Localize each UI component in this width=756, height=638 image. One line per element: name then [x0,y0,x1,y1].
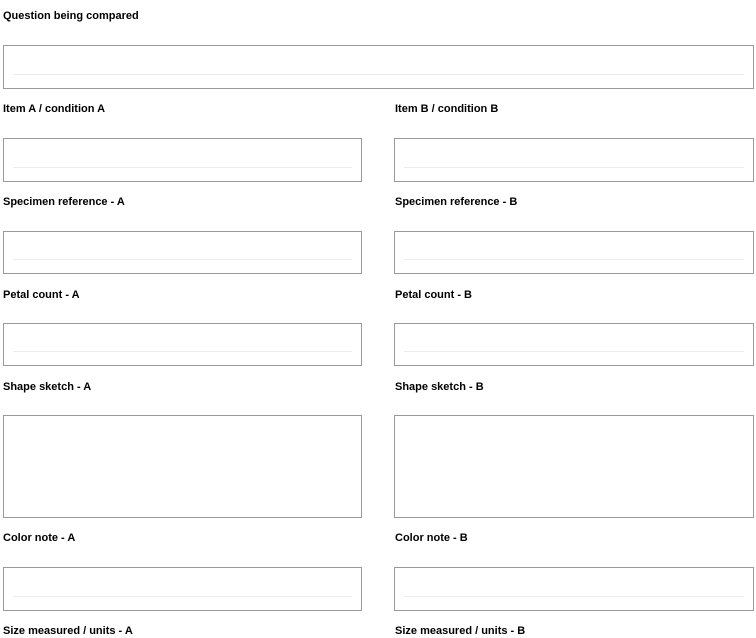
writing-line [13,167,352,168]
color-note-b-field[interactable] [394,567,754,611]
item-a-field[interactable] [3,138,362,182]
petal-count-a-label: Petal count - A [3,289,80,301]
writing-line [404,259,744,260]
petal-count-b-label: Petal count - B [395,289,473,301]
shape-sketch-a-area[interactable] [3,415,362,518]
shape-sketch-b-area[interactable] [394,415,754,518]
color-note-a-field[interactable] [3,567,362,611]
writing-line [13,351,352,352]
specimen-reference-a-label: Specimen reference - A [3,196,125,208]
writing-line [13,74,744,75]
color-note-a-label: Color note - A [3,532,76,544]
item-b-field[interactable] [394,138,754,182]
item-b-label: Item B / condition B [395,103,499,115]
specimen-reference-a-field[interactable] [3,231,362,274]
item-a-label: Item A / condition A [3,103,106,115]
writing-line [13,596,352,597]
question-label: Question being compared [3,10,139,22]
size-measured-a-label: Size measured / units - A [3,625,133,637]
petal-count-b-field[interactable] [394,323,754,366]
shape-sketch-b-label: Shape sketch - B [395,381,484,393]
question-field[interactable] [3,45,754,89]
specimen-reference-b-field[interactable] [394,231,754,274]
writing-line [404,596,744,597]
writing-line [404,351,744,352]
shape-sketch-a-label: Shape sketch - A [3,381,92,393]
specimen-reference-b-label: Specimen reference - B [395,196,518,208]
writing-line [404,167,744,168]
size-measured-b-label: Size measured / units - B [395,625,526,637]
writing-line [13,259,352,260]
petal-count-a-field[interactable] [3,323,362,366]
color-note-b-label: Color note - B [395,532,468,544]
